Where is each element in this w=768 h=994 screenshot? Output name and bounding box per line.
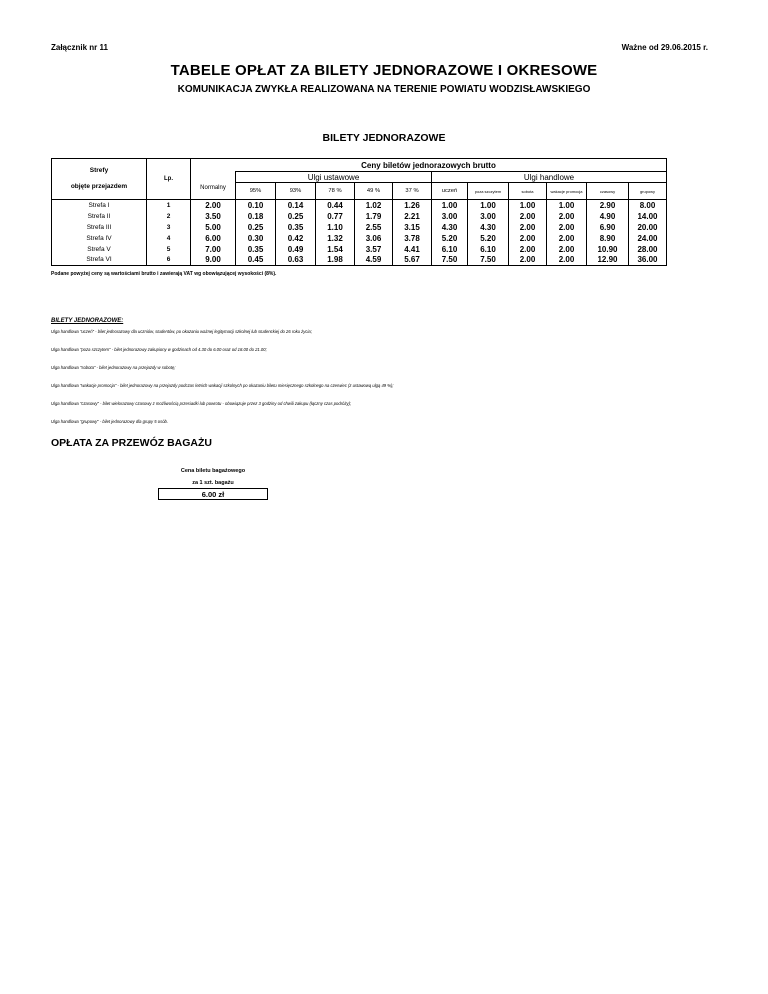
price-u95: 0.45	[236, 255, 276, 266]
row-number: 1	[147, 200, 191, 211]
baggage-section-title: OPŁATA ZA PRZEWÓZ BAGAŻU	[51, 437, 212, 449]
price-normalny: 6.00	[191, 233, 236, 244]
header-poza-szczytem: poza szczytem	[468, 183, 509, 200]
price-u95: 0.10	[236, 200, 276, 211]
header-lp: Lp.	[147, 159, 191, 200]
header-ulgi-ustawowe: Ulgi ustawowe	[236, 172, 432, 183]
price-u37: 5.67	[393, 255, 432, 266]
price-u49: 1.79	[355, 211, 393, 222]
price-grupowy: 14.00	[629, 211, 667, 222]
price-u78: 0.77	[316, 211, 355, 222]
table-row	[52, 222, 667, 233]
price-uczen: 7.50	[432, 255, 468, 266]
header-strefy-sub: objęte przejazdem	[52, 183, 147, 200]
price-czasowy: 10.90	[587, 244, 629, 255]
row-number: 6	[147, 255, 191, 266]
price-grupowy: 28.00	[629, 244, 667, 255]
price-u78: 1.10	[316, 222, 355, 233]
price-czasowy: 4.90	[587, 211, 629, 222]
zone-name: Strefa II	[52, 211, 147, 222]
price-poza: 3.00	[468, 211, 509, 222]
price-uczen: 6.10	[432, 244, 468, 255]
price-wakacje: 2.00	[547, 244, 587, 255]
price-wakacje: 2.00	[547, 233, 587, 244]
price-u37: 4.41	[393, 244, 432, 255]
header-ulgi-handlowe: Ulgi handlowe	[432, 172, 667, 183]
price-sobota: 2.00	[509, 244, 547, 255]
page-title: TABELE OPŁAT ZA BILETY JEDNORAZOWE I OKRESOWE	[170, 62, 598, 79]
price-poza: 7.50	[468, 255, 509, 266]
price-u37: 1.26	[393, 200, 432, 211]
price-wakacje: 2.00	[547, 211, 587, 222]
price-u93: 0.35	[276, 222, 316, 233]
zone-name: Strefa III	[52, 222, 147, 233]
price-u37: 3.78	[393, 233, 432, 244]
header-49: 49 %	[355, 183, 393, 200]
table-row	[52, 211, 667, 222]
price-normalny: 2.00	[191, 200, 236, 211]
row-number: 5	[147, 244, 191, 255]
price-poza: 5.20	[468, 233, 509, 244]
header-uczen: uczeń	[432, 183, 468, 200]
page-subtitle: KOMUNIKACJA ZWYKŁA REALIZOWANA NA TERENIE POWIATU WODZISŁAWSKIEGO	[177, 84, 591, 95]
price-u37: 2.21	[393, 211, 432, 222]
price-uczen: 1.00	[432, 200, 468, 211]
price-u37: 3.15	[393, 222, 432, 233]
price-sobota: 2.00	[509, 222, 547, 233]
definitions-heading: BILETY JEDNORAZOWE:	[51, 318, 124, 324]
definition-wakacje: Ulga handlowa "wakacje promocja" - bilet jednorazowy na przejazdy podczas letnich wakacji szkolnych po okazaniu biletu miesięcznego szkolnego na czerwiec (z ustawową ulgą 49 %);	[51, 383, 394, 388]
price-u78: 1.32	[316, 233, 355, 244]
baggage-price: 6.00 zł	[159, 489, 268, 500]
header-78: 78 %	[316, 183, 355, 200]
price-grupowy: 20.00	[629, 222, 667, 233]
price-sobota: 2.00	[509, 255, 547, 266]
attachment-number: Załącznik nr 11	[51, 43, 108, 52]
definition-czasowy: Ulga handlowa "czasowy" - bilet wielorazowy czasowy z możliwością przesiadki lub powrotu - obowiązuje przez 3 godziny od chwili zakupu (łączny czas podróży);	[51, 401, 352, 406]
price-sobota: 2.00	[509, 211, 547, 222]
definition-sobota: Ulga handlowa "sobota" - bilet jednorazowy na przejazdy w sobotę;	[51, 365, 176, 370]
price-u93: 0.42	[276, 233, 316, 244]
price-wakacje: 1.00	[547, 200, 587, 211]
price-grupowy: 36.00	[629, 255, 667, 266]
row-number: 4	[147, 233, 191, 244]
price-u78: 1.54	[316, 244, 355, 255]
price-u49: 2.55	[355, 222, 393, 233]
zone-name: Strefa VI	[52, 255, 147, 266]
price-wakacje: 2.00	[547, 255, 587, 266]
price-u93: 0.49	[276, 244, 316, 255]
price-czasowy: 6.90	[587, 222, 629, 233]
header-strefy: Strefy	[52, 159, 147, 183]
price-u49: 1.02	[355, 200, 393, 211]
zone-name: Strefa V	[52, 244, 147, 255]
price-poza: 4.30	[468, 222, 509, 233]
price-normalny: 7.00	[191, 244, 236, 255]
header-sobota: sobota	[509, 183, 547, 200]
header-czasowy: czasowy	[587, 183, 629, 200]
header-grupowy: grupowy	[629, 183, 667, 200]
price-sobota: 2.00	[509, 233, 547, 244]
price-wakacje: 2.00	[547, 222, 587, 233]
price-uczen: 5.20	[432, 233, 468, 244]
header-normalny: Normalny	[191, 172, 236, 200]
price-u95: 0.18	[236, 211, 276, 222]
definition-poza-szczytem: Ulga handlowa "poza szczytem" - bilet jednorazowy zakupiony w godzinach od 4.30 do 6.00 oraz od 18.00 do 21.00;	[51, 347, 267, 352]
price-poza: 1.00	[468, 200, 509, 211]
header-wakacje-promocja: wakacje promocja	[547, 183, 587, 200]
table-row	[52, 244, 667, 255]
price-czasowy: 8.90	[587, 233, 629, 244]
price-czasowy: 2.90	[587, 200, 629, 211]
price-u78: 0.44	[316, 200, 355, 211]
price-uczen: 4.30	[432, 222, 468, 233]
price-u95: 0.25	[236, 222, 276, 233]
price-u95: 0.35	[236, 244, 276, 255]
definition-uczen: Ulga handlowa "uczeń" - bilet jednorazowy dla uczniów, studentów, po okazaniu ważnej legitymacji szkolnej lub studenckiej do 26 roku życia;	[51, 329, 312, 334]
header-95: 95%	[236, 183, 276, 200]
price-normalny: 9.00	[191, 255, 236, 266]
baggage-table	[158, 464, 268, 500]
vat-note: Podane powyżej ceny są wartościami brutto i zawierają VAT wg obowiązującej wysokości (8%).	[51, 271, 277, 277]
price-sobota: 1.00	[509, 200, 547, 211]
price-u93: 0.25	[276, 211, 316, 222]
price-czasowy: 12.90	[587, 255, 629, 266]
table-row	[52, 255, 667, 266]
baggage-label: Cena biletu bagażowego	[180, 467, 246, 474]
header-37: 37 %	[393, 183, 432, 200]
price-u93: 0.63	[276, 255, 316, 266]
price-grupowy: 8.00	[629, 200, 667, 211]
header-93: 93%	[276, 183, 316, 200]
definition-grupowy: Ulga handlowa "grupowy" - bilet jednorazowy dla grupy 5 osób.	[51, 419, 169, 424]
price-uczen: 3.00	[432, 211, 468, 222]
zone-name: Strefa IV	[52, 233, 147, 244]
price-normalny: 5.00	[191, 222, 236, 233]
price-u78: 1.98	[316, 255, 355, 266]
zone-name: Strefa I	[52, 200, 147, 211]
table-row	[52, 233, 667, 244]
header-prices: Ceny biletów jednorazowych brutto	[191, 159, 667, 172]
price-u49: 3.57	[355, 244, 393, 255]
price-normalny: 3.50	[191, 211, 236, 222]
price-u93: 0.14	[276, 200, 316, 211]
price-u49: 4.59	[355, 255, 393, 266]
fare-table	[51, 158, 667, 266]
valid-from-date: Ważne od 29.06.2015 r.	[621, 43, 708, 52]
section-title-single-tickets: BILETY JEDNORAZOWE	[322, 132, 446, 144]
price-grupowy: 24.00	[629, 233, 667, 244]
price-u49: 3.06	[355, 233, 393, 244]
price-poza: 6.10	[468, 244, 509, 255]
row-number: 2	[147, 211, 191, 222]
price-u95: 0.30	[236, 233, 276, 244]
table-row	[52, 200, 667, 211]
baggage-unit-label: za 1 szt. bagażu	[159, 477, 268, 489]
row-number: 3	[147, 222, 191, 233]
